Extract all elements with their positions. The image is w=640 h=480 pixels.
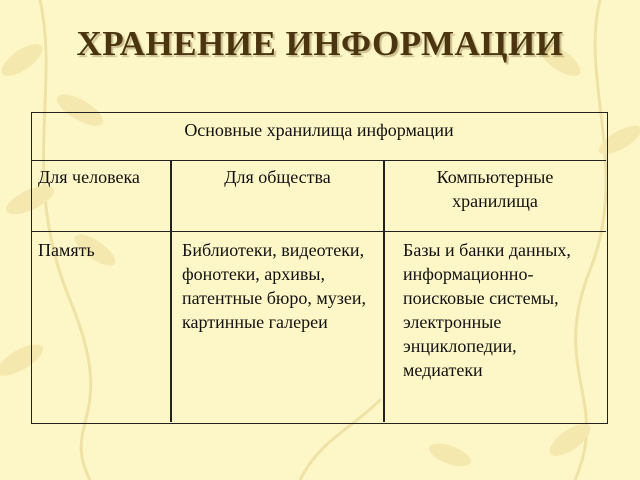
column-header-human: Для человека: [38, 167, 140, 187]
cell-human-content: Память: [38, 240, 95, 260]
cell-society-content: Библиотеки, видеотеки, фонотеки, архивы, патентные бюро, музеи, картинные галереи: [182, 240, 366, 332]
table-divider: [32, 231, 606, 232]
storage-table: [31, 112, 608, 424]
slide-title: ХРАНЕНИЕ ИНФОРМАЦИИ: [76, 24, 564, 63]
column-header-computer: Компьютерные хранилища: [436, 167, 554, 211]
column-header-society: Для общества: [224, 167, 331, 187]
table-divider: [170, 160, 172, 422]
table-caption: Основные хранилища информации: [184, 120, 454, 140]
table-divider: [383, 160, 385, 422]
table-divider: [32, 160, 606, 161]
cell-computer-content: Базы и банки данных, информационно-поисковые системы, электронные энциклопедии, медиатеки: [403, 240, 571, 380]
